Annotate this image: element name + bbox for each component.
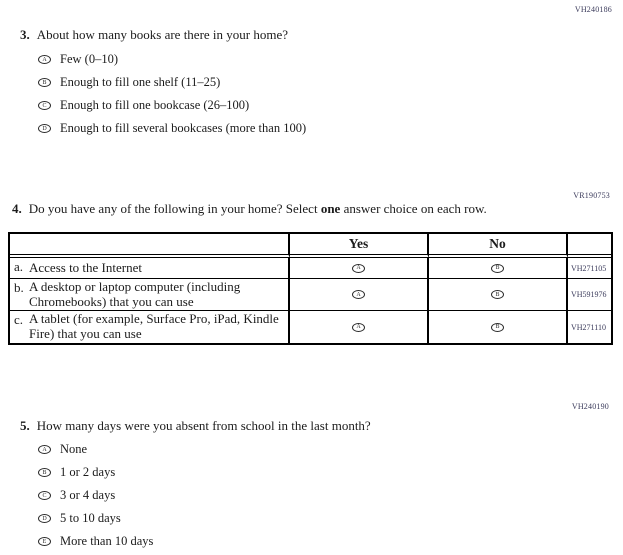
question4-number: 4. [12, 201, 22, 216]
bubble-letter: B [495, 291, 500, 298]
answer-option [38, 530, 153, 553]
table-header-yes: Yes [290, 234, 429, 258]
question4-accession-code: VR190753 [573, 191, 610, 200]
option-label: 3 or 4 days [60, 488, 116, 502]
answer-bubble-yes-icon[interactable] [352, 264, 365, 273]
bubble-letter: C [42, 492, 47, 499]
answer-bubble-no-icon[interactable] [491, 323, 504, 332]
answer-option [38, 117, 306, 140]
row-text: Access to the Internet [29, 259, 142, 275]
bubble-letter: B [42, 469, 47, 476]
table-no-cell [429, 258, 568, 279]
question4 [12, 201, 487, 217]
bubble-letter: E [42, 538, 47, 545]
question5-options [38, 438, 153, 553]
answer-bubble-no-icon[interactable] [491, 264, 504, 273]
table-row-label [10, 311, 290, 343]
option-label: Enough to fill one bookcase (26–100) [60, 98, 250, 112]
answer-bubble-d-icon[interactable] [38, 124, 51, 133]
answer-option [38, 461, 153, 484]
row-accession-code: VH271110 [568, 311, 611, 343]
table-header-code-blank [568, 234, 611, 258]
bubble-letter: B [495, 265, 500, 271]
answer-bubble-a-icon[interactable] [38, 445, 51, 454]
option-label: 5 to 10 days [60, 511, 121, 525]
answer-option [38, 71, 306, 94]
bubble-letter: B [42, 79, 47, 86]
bubble-letter: A [356, 291, 361, 298]
answer-bubble-b-icon[interactable] [38, 468, 51, 477]
row-accession-code: VH591976 [568, 279, 611, 311]
answer-option [38, 484, 153, 507]
question3-options [38, 48, 306, 140]
table-header-no: No [429, 234, 568, 258]
row-prefix: b. [14, 280, 24, 295]
bubble-letter: A [356, 324, 361, 330]
answer-bubble-e-icon[interactable] [38, 537, 51, 546]
bubble-letter: D [42, 125, 47, 132]
question5-number: 5. [20, 418, 30, 433]
answer-bubble-yes-icon[interactable] [352, 323, 365, 332]
bubble-letter: D [42, 515, 47, 522]
option-label: None [60, 442, 88, 456]
question3 [20, 27, 288, 43]
question3-accession-code: VH240186 [574, 5, 612, 14]
table-no-cell [429, 311, 568, 343]
row-prefix: c. [14, 312, 24, 327]
row-text: A desktop or laptop computer (including Chromebooks) that you can use [29, 278, 241, 309]
option-label: Few (0–10) [60, 52, 118, 66]
question5-text: How many days were you absent from school in the last month? [36, 418, 371, 433]
question3-text: About how many books are there in your home? [36, 27, 289, 42]
answer-bubble-b-icon[interactable] [38, 78, 51, 87]
question4-text-bold: one [320, 201, 341, 216]
answer-bubble-c-icon[interactable] [38, 101, 51, 110]
question4-text-after: answer choice on each row. [343, 201, 487, 216]
answer-option [38, 48, 306, 71]
answer-bubble-c-icon[interactable] [38, 491, 51, 500]
table-header-blank [10, 234, 290, 258]
answer-option [38, 94, 306, 117]
bubble-letter: A [356, 265, 361, 271]
answer-bubble-no-icon[interactable] [491, 290, 504, 299]
bubble-letter: C [42, 102, 47, 109]
bubble-letter: A [42, 56, 47, 63]
row-prefix: a. [14, 259, 24, 274]
bubble-letter: A [42, 446, 47, 453]
question5 [20, 418, 371, 434]
table-row-label [10, 258, 290, 279]
table-row-label [10, 279, 290, 311]
table-yes-cell [290, 258, 429, 279]
table-yes-cell [290, 311, 429, 343]
answer-option [38, 438, 153, 461]
answer-option [38, 507, 153, 530]
question4-table [8, 232, 613, 345]
question4-text-before: Do you have any of the following in your home? Select [28, 201, 318, 216]
option-label: 1 or 2 days [60, 465, 116, 479]
answer-bubble-yes-icon[interactable] [352, 290, 365, 299]
answer-bubble-a-icon[interactable] [38, 55, 51, 64]
table-yes-cell [290, 279, 429, 311]
row-accession-code: VH271105 [568, 258, 611, 279]
question5-accession-code: VH240190 [571, 402, 609, 411]
row-text: A tablet (for example, Surface Pro, iPad, Kindle Fire) that you can use [29, 311, 279, 341]
bubble-letter: B [495, 324, 500, 330]
table-no-cell [429, 279, 568, 311]
answer-bubble-d-icon[interactable] [38, 514, 51, 523]
question3-number: 3. [20, 27, 30, 42]
option-label: More than 10 days [60, 534, 154, 548]
option-label: Enough to fill one shelf (11–25) [60, 75, 221, 89]
option-label: Enough to fill several bookcases (more than 100) [60, 121, 307, 135]
